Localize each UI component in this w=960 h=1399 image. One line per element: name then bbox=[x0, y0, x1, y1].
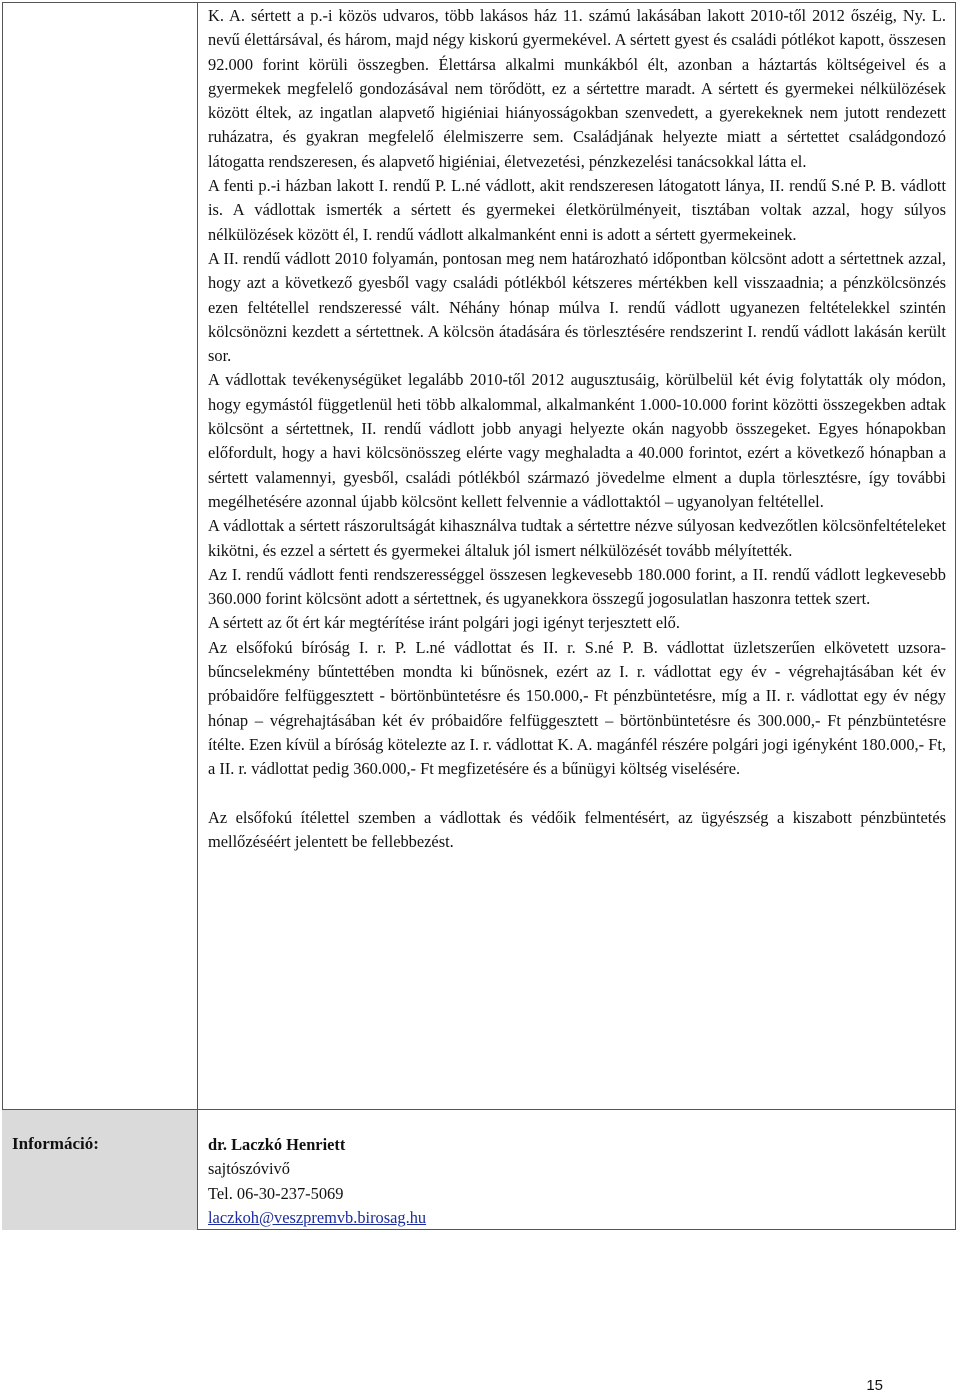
paragraph-verdict: Az elsőfokú bíróság I. r. P. L.né vádlottat és II. r. S.né P. B. vádlottat üzletszerűen elkövetett uzsora-bűncselekmény bűntettében mondta ki bűnösnek, ezért az I. r. vádlottat egy év - végrehajtásában két év próbaidőre felfüggesztett - börtönbüntetésre és 150.000,- Ft pénzbüntetésre, míg a II. r. vádlottat egy év négy hónap – végrehajtásában két év próbaidőre felfüggesztett – börtönbüntetésre és 300.000,- Ft pénzbüntetésre ítélte. Ezen kívül a bíróság kötelezte az I. r. vádlottat K. A. magánfél részére polgári jogi igényként 180.000,- Ft, a II. r. vádlottat pedig 360.000,- Ft megfizetésére és a bűnügyi költség viselésére. bbox=[208, 637, 946, 779]
paragraph-civil-claim: A sértett az őt ért kár megtérítése iránt polgári jogi igényt terjesztett elő. bbox=[208, 613, 680, 633]
contact-block bbox=[208, 1133, 426, 1230]
information-label: Információ: bbox=[12, 1134, 99, 1153]
paragraph-loans-period: A vádlottak tevékenységüket legalább 2010-től 2012 augusztusáig, körülbelül két évig folytatták oly módon, hogy egymástól függetlenül heti több alkalommal, alkalmanként 1.000-10.000 forint közötti összegekben adtak kölcsönt a sértettnek, II. rendű vádlott jobb anyagi helyezte okán nagyobb összegeket. Egyes hónapokban előfordult, hogy a havi kölcsönösszeg elérte vagy meghaladta a 40.000 forintot, ezért a következő hónapban a sértett valamennyi, gyesből, családi pótlékból származó jövedelme elment a dupla törlesztésre, így további megélhetésére azonnal újabb kölcsönt kellett felvennie a vádlottaktól – ugyanolyan feltétellel. bbox=[208, 370, 946, 511]
page-number: 15 bbox=[866, 1377, 883, 1394]
information-label-cell bbox=[2, 1110, 198, 1230]
paragraph-background: K. A. sértett a p.-i közös udvaros, több lakásos ház 11. számú lakásában lakott 2010-től 2012 őszéig, Ny. L. nevű élettársával, és három, majd négy kiskorú gyermekével. A sértett gyest és családi pótlékot kapott, összesen 92.000 forint körüli összegben. Élettársa alkalmi munkákból élt, azonban a háztartás költségeivel és a gyermekek megfelelő gondozásával nem törődött, ez a sértettre maradt. A sértett és gyermekei nélkülözések között éltek, az ingatlan alapvető higiéniai hiányosságokban szenvedett, a gyerekeknek nem jutott rendezett ruházatra, és gyakran megfelelő élelmiszerre sem. Családjának helyezte miatt a sértettet családgondozó látogatta rendszeresen, és alapvető higiéniai, életvezetési, pénzkezelési tanácsokkal látta el. bbox=[208, 6, 946, 171]
paragraph-spacer bbox=[208, 782, 946, 806]
contact-name: dr. Laczkó Henriett bbox=[208, 1135, 346, 1154]
paragraph-defendants: A fenti p.-i házban lakott I. rendű P. L.né vádlott, akit rendszeresen látogatott lánya, II. rendű S.né P. B. vádlott is. A vádlottak ismerték a sértett és gyermekei életkörülményeit, tisztában voltak azzal, hogy súlyos nélkülözések között él, I. rendű vádlott alkalmanként enni is adott a sértett gyermekeinek. bbox=[208, 176, 946, 244]
contact-email-link[interactable]: laczkoh@veszpremvb.birosag.hu bbox=[208, 1207, 427, 1227]
case-summary-text bbox=[208, 4, 946, 854]
paragraph-appeal: Az elsőfokú ítélettel szemben a vádlottak és védőik felmentésért, az ügyészség a kiszabott pénzbüntetés mellőzéséért jelentett be fellebbezést. bbox=[208, 807, 946, 851]
contact-role: sajtószóvivő bbox=[208, 1159, 290, 1179]
paragraph-exploitation: A vádlottak a sértett rászorultságát kihasználva tudtak a sértettre nézve súlyosan kedvezőtlen kölcsönfeltételeket kikötni, és ezzel a sértett és gyermekei általuk jól ismert nélkülözését tovább mélyítették. bbox=[208, 516, 946, 560]
left-column-empty-cell bbox=[2, 2, 198, 1109]
contact-phone: Tel. 06-30-237-5069 bbox=[208, 1183, 344, 1203]
paragraph-amounts: Az I. rendű vádlott fenti rendszerességgel összesen legkevesebb 180.000 forint, a II. rendű vádlott legkevesebb 360.000 forint kölcsönt adott a sértettnek, és ugyanekkora összegű jogosulatlan haszonra tettek szert. bbox=[208, 564, 946, 609]
information-row bbox=[2, 1109, 956, 1230]
paragraph-loans-start: A II. rendű vádlott 2010 folyamán, pontosan meg nem határozható időpontban kölcsönt adott a sértettnek azzal, hogy azt a következő gyesből vagy családi pótlékból kétszeres mértékben kell visszaadnia; a pénzkölcsönzés ezen feltétellel rendszeressé vált. Néhány hónap múlva I. rendű vádlott ugyanezen feltételekkel szintén kölcsönözni kezdett a sértettnek. A kölcsön átadására és törlesztésére rendszerint I. rendű vádlott lakásán került sor. bbox=[208, 248, 946, 366]
